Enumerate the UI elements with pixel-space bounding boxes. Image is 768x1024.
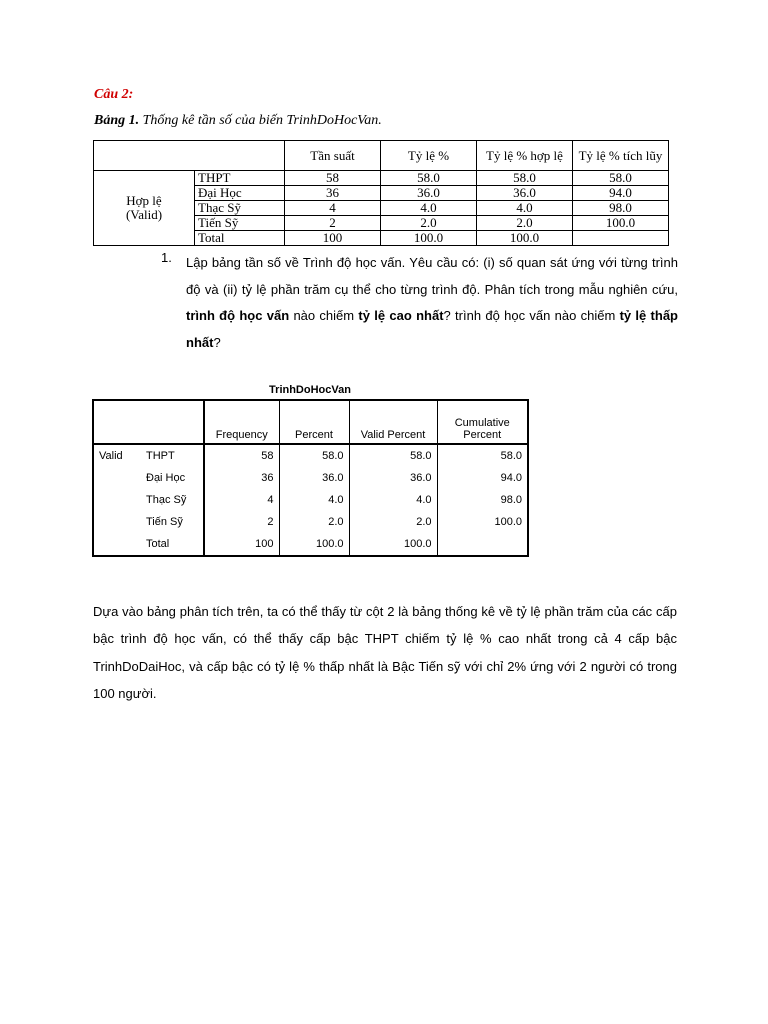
cell-cumulative-percent: 100.0 [573,216,669,231]
spss-cell-valid-percent: 2.0 [349,511,437,533]
question-text [186,250,678,356]
spss-group-empty [93,489,141,511]
cell-frequency: 4 [285,201,381,216]
spss-row [93,533,528,556]
spss-cell-frequency: 36 [204,467,279,489]
question-bold-highest: tỷ lệ cao nhất [358,308,444,323]
spss-cell-valid-percent: 36.0 [349,467,437,489]
question-number: 1. [161,250,172,265]
cell-frequency: 2 [285,216,381,231]
cell-percent: 58.0 [381,171,477,186]
spss-cell-valid-percent: 100.0 [349,533,437,556]
spss-cell-percent: 2.0 [279,511,349,533]
spss-row [93,511,528,533]
spss-group-label: Valid [93,444,141,467]
table-row [94,171,669,186]
row-label: THPT [195,171,285,186]
table-header-cell: Tỷ lệ % tích lũy [573,141,669,171]
cell-valid-percent: 58.0 [477,171,573,186]
spss-cell-valid-percent: 58.0 [349,444,437,467]
cell-cumulative-percent: 94.0 [573,186,669,201]
cell-percent: 2.0 [381,216,477,231]
spss-row-label: Đại Học [146,472,186,484]
spss-row-label: Thạc Sỹ [146,494,187,506]
spss-table-title: TrinhDoHocVan [269,384,351,396]
question-title: Câu 2: [94,87,134,102]
question-text-part: nào chiếm [289,308,359,323]
table-header-empty [94,141,285,171]
cell-percent: 36.0 [381,186,477,201]
spss-cell-percent: 4.0 [279,489,349,511]
row-label: Total [195,231,285,246]
spss-header-empty [141,400,204,444]
spss-cell-frequency: 4 [204,489,279,511]
cell-frequency: 36 [285,186,381,201]
cell-frequency: 100 [285,231,381,246]
spss-header-cell: Valid Percent [349,400,437,444]
group-label [94,171,195,246]
cell-cumulative-percent: 98.0 [573,201,669,216]
spss-group-empty [93,467,141,489]
spss-cell-percent: 58.0 [279,444,349,467]
spss-cell-cumulative-percent [437,533,528,556]
cell-valid-percent: 36.0 [477,186,573,201]
cell-frequency: 58 [285,171,381,186]
table-caption-text: Thống kê tần số của biến TrinhDoHocVan. [142,113,382,128]
spss-cell-percent: 100.0 [279,533,349,556]
spss-header-cell: Percent [279,400,349,444]
table-caption [94,113,382,129]
spss-cell-cumulative-percent: 98.0 [437,489,528,511]
spss-group-empty [93,533,141,556]
cell-cumulative-percent: 58.0 [573,171,669,186]
row-label: Đại Học [195,186,285,201]
answer-paragraph: Dựa vào bảng phân tích trên, ta có thể thấy từ cột 2 là bảng thống kê về tỷ lệ phần trăm của các cấp bậc trình độ học vấn, có thể thấy cấp bậc THPT chiếm tỷ lệ % cao nhất trong cả 4 cấp bậc TrinhDoDaiHoc, và cấp bậc có tỷ lệ % thấp nhất là Bậc Tiến sỹ với chỉ 2% ứng với 2 người có trong 100 người. [93,604,677,701]
table-header-cell: Tần suất [285,141,381,171]
cell-valid-percent: 100.0 [477,231,573,246]
spss-cell-frequency: 100 [204,533,279,556]
spss-header-cell: Frequency [204,400,279,444]
spss-cell-valid-percent: 4.0 [349,489,437,511]
spss-row-label: Total [141,533,204,556]
spss-group-empty [93,511,141,533]
spss-cell-cumulative-percent: 100.0 [437,511,528,533]
table-header-cell: Tỷ lệ % hợp lệ [477,141,573,171]
group-label-line2: (Valid) [125,207,163,222]
table-header-cell: Tỷ lệ % [381,141,477,171]
table-header-row [94,141,669,171]
table-caption-label: Bảng 1. [94,113,140,128]
spss-row [93,489,528,511]
spss-cell-cumulative-percent: 94.0 [437,467,528,489]
question-bold-lowest: tỷ lệ thấp nhất [186,308,678,350]
cell-valid-percent: 2.0 [477,216,573,231]
question-bold-education: trình độ học vấn [186,308,290,323]
spss-row [93,444,528,467]
spss-row-label: Tiến Sỹ [146,516,183,528]
row-label: Thạc Sỹ [195,201,285,216]
cell-valid-percent: 4.0 [477,201,573,216]
spss-cell-cumulative-percent: 58.0 [437,444,528,467]
row-label: Tiến Sỹ [195,216,285,231]
question-text-part: ? [213,334,221,350]
spss-frequency-table [92,399,529,557]
frequency-table [93,140,669,246]
cell-cumulative-percent [573,231,669,246]
spss-cell-percent: 36.0 [279,467,349,489]
spss-cell-frequency: 58 [204,444,279,467]
spss-header-cell: Cumulative Percent [437,400,528,444]
cell-percent: 4.0 [381,201,477,216]
spss-header-row [93,400,528,444]
spss-row-label: THPT [146,450,175,462]
question-text-part: Lập bảng tần số về Trình độ học vấn. Yêu cầu có: (i) số quan sát ứng với từng trình độ và (ii) tỷ lệ phần trăm cụ thể cho từng trình độ. Phân tích trong mẫu nghiên cứu, [186,255,678,297]
spss-row [93,467,528,489]
spss-cell-frequency: 2 [204,511,279,533]
spss-header-empty [93,400,141,444]
cell-percent: 100.0 [381,231,477,246]
question-text-part: ? trình độ học vấn nào chiếm [443,308,620,323]
group-label-line1: Hợp lệ [126,193,162,208]
